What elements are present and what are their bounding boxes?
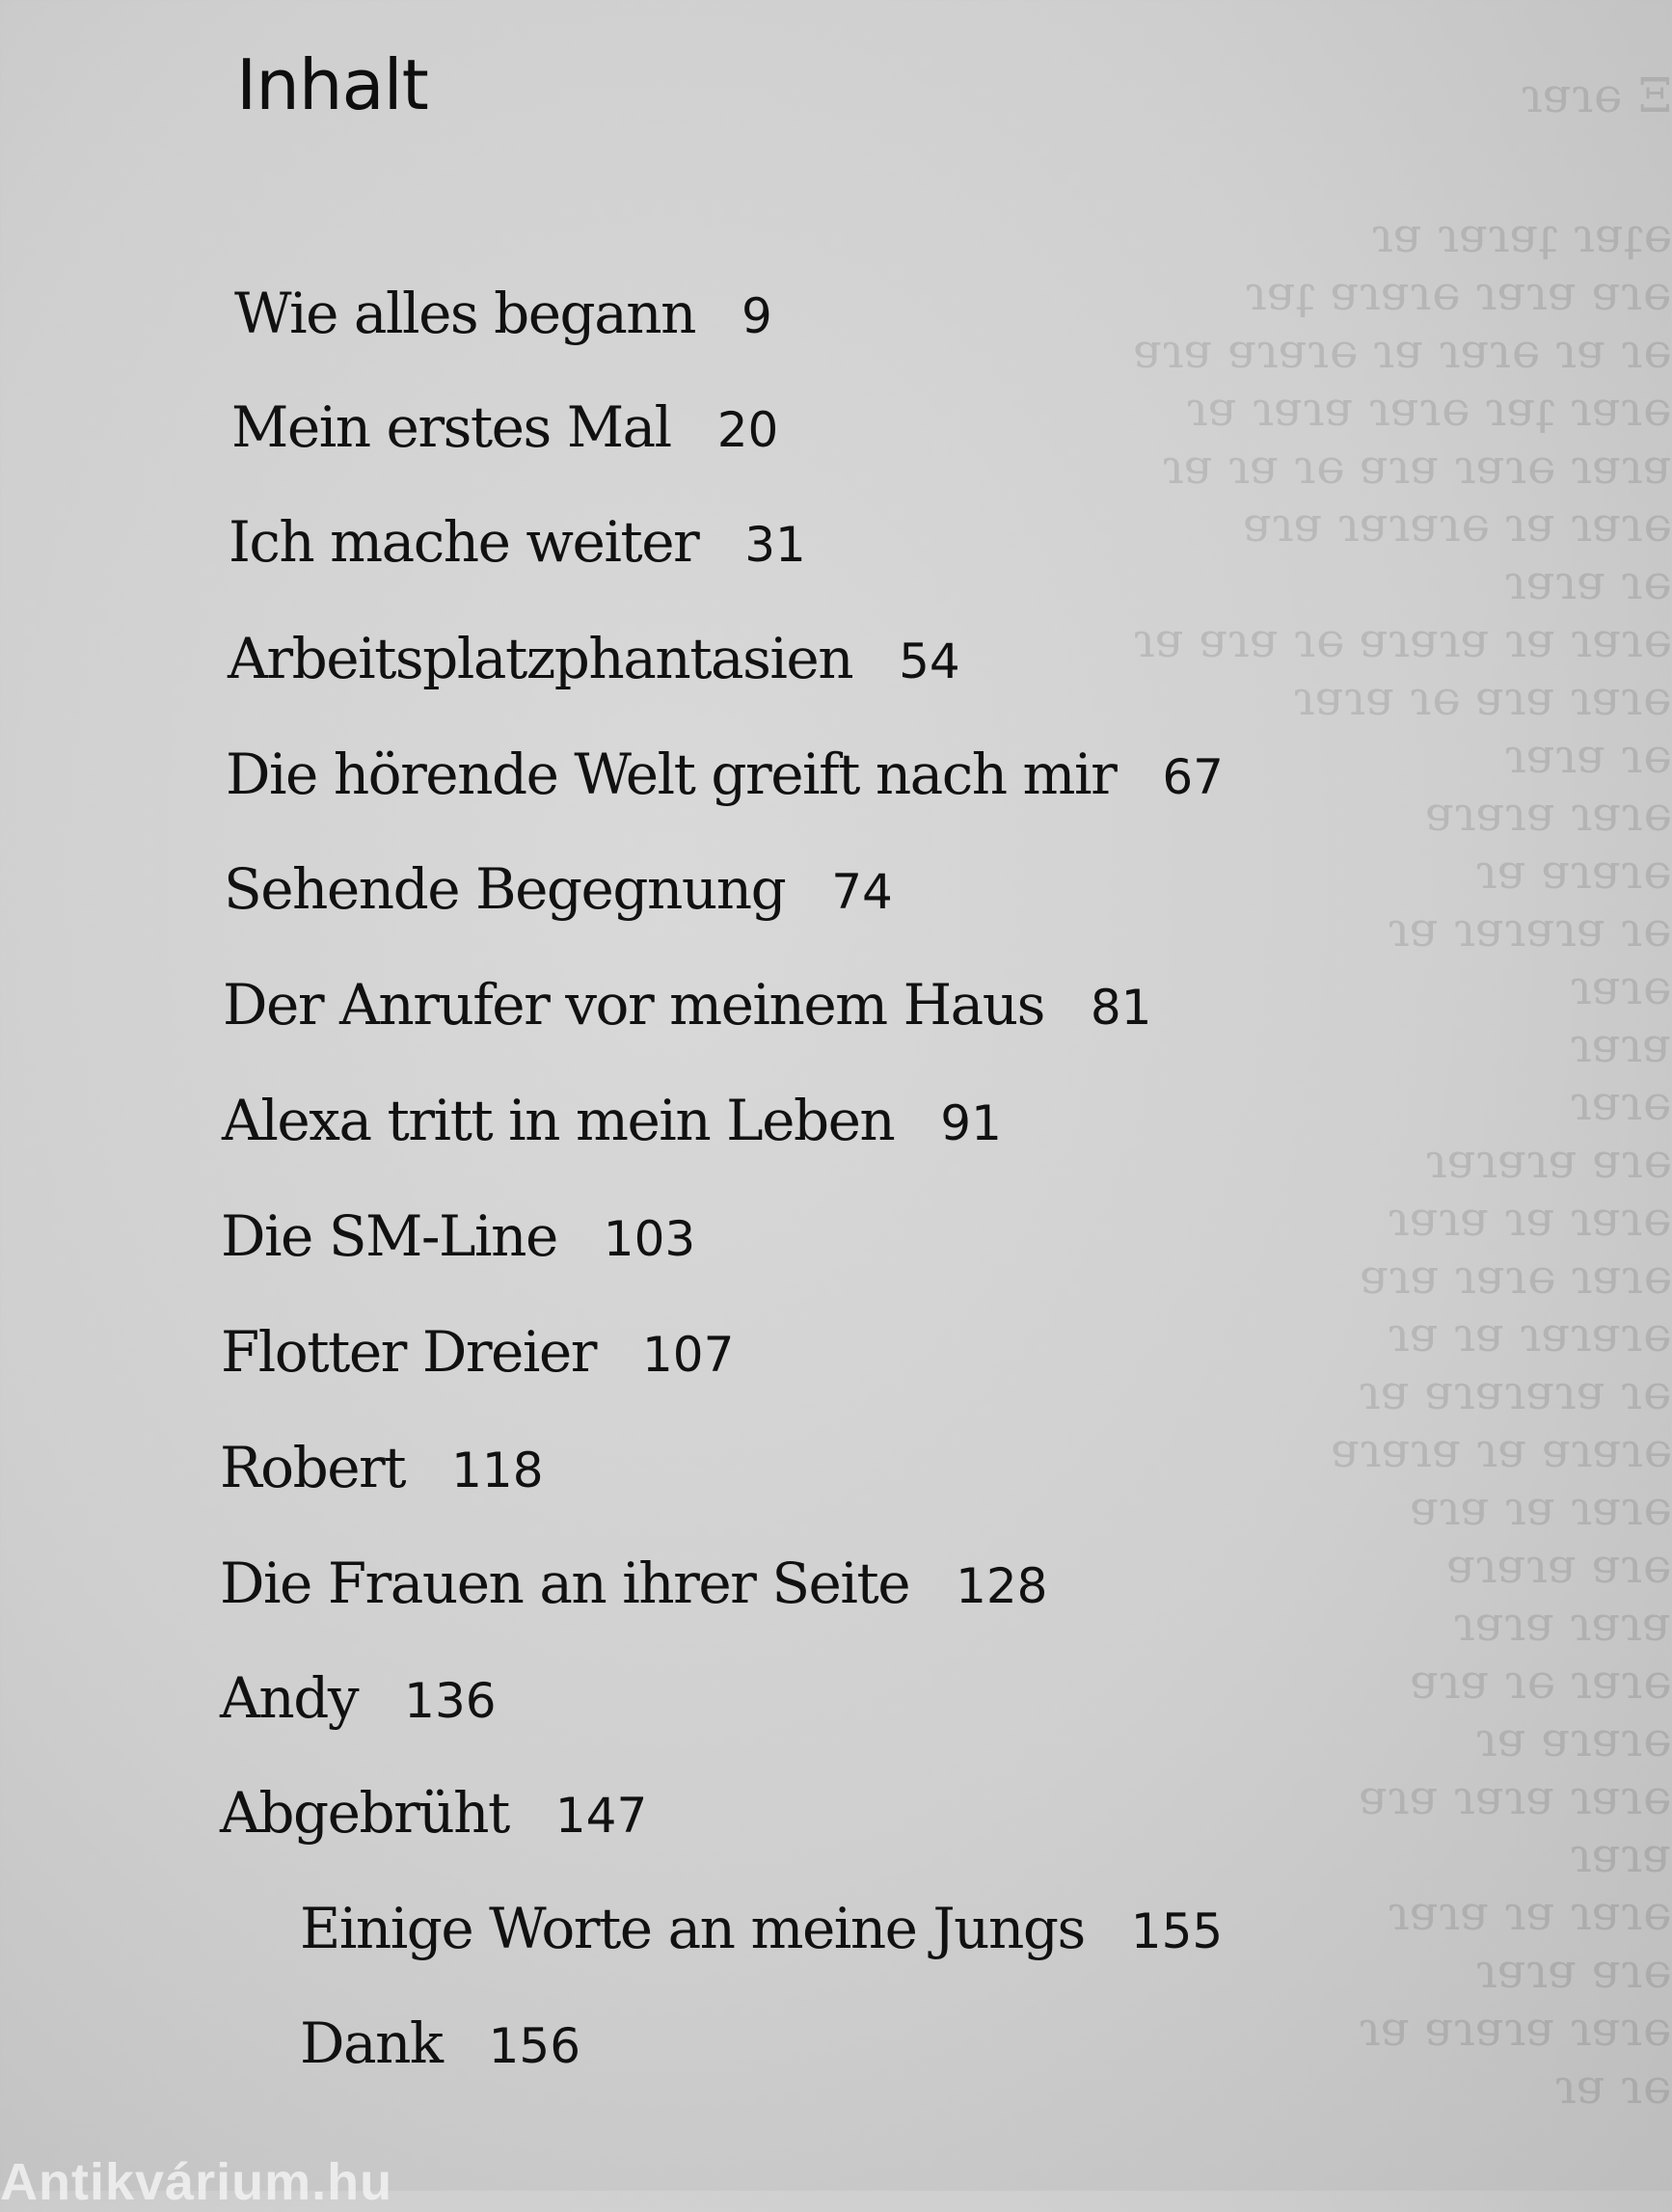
toc-entry-title: Mein erstes Mal [231,394,671,460]
toc-entry-title: Wie alles begann [234,281,695,346]
toc-entry-page: 67 [1162,749,1224,805]
toc-entry-title: Abgebrüht [220,1780,509,1846]
watermark: Antikvárium.hu [0,2153,393,2211]
toc-entry [224,856,893,922]
toc-entry-page: 103 [603,1211,696,1267]
toc-entry [234,281,772,346]
toc-entry-page: 91 [940,1095,1002,1151]
toc-entry-title: Die SM-Line [221,1203,557,1269]
toc-entry [300,2010,581,2076]
toc-entry [220,1665,497,1731]
toc-entry-page: 20 [716,402,779,458]
toc-entry-title: Flotter Dreier [221,1319,596,1385]
toc-entry [231,394,779,460]
toc-entry-page: 156 [488,2018,581,2074]
toc-entry-title: Die hörende Welt greift nach mir [226,742,1117,807]
toc-entry-page: 31 [744,517,806,573]
toc-entry-title: Arbeitsplatzphantasien [228,626,853,691]
toc-entry [221,1203,696,1269]
toc-entry-page: 155 [1130,1903,1224,1959]
toc-entry-page: 136 [404,1673,497,1729]
toc-entry-page: 147 [554,1788,648,1844]
toc-entry [222,1088,1002,1153]
toc-entry-title: Der Anrufer vor meinem Haus [223,972,1044,1038]
toc-entry [221,1319,735,1385]
toc-entry-title: Alexa tritt in mein Leben [222,1088,895,1153]
toc-entry-page: 81 [1090,980,1152,1036]
toc-entry-title: Sehende Begegnung [224,856,786,922]
toc-entry-page: 107 [641,1327,735,1383]
toc-entry-title: Ich mache weiter [229,509,699,575]
toc-entry [220,1435,544,1500]
show-through-text: Ξ ǝɾɐɾ ǝʇɐɾ ʇɐɾɐɾ ɐɾ ǝɾɐ ɐɾɐɾ ǝɾɐɾɐ ʇɐɾ ǝɾ ɐɾ ǝɾɐɾ ɐɾ ǝɾɐɾɐ ɐɾɐ ǝɾɐɾ ʇɐɾ ǝɾɐɾ ɐɾɐɾ ɐɾ ɐɾɐɾ ǝɾɐɾ ɐɾɐ ǝɾ ɐɾ ɐɾ ǝɾɐɾ ɐɾ ǝɾɐɾɐɾ ɐɾɐ ǝɾ ɐɾɐɾ ǝɾɐɾ ɐɾ ɐɾɐɾɐ ǝɾ ɐɾɐ ɐɾ ǝɾɐɾ ɐɾɐ ǝɾ ɐɾɐɾ ǝɾ ɐɾɐɾ ǝɾɐɾ ɐɾɐɾɐ ǝɾɐɾɐ ɐɾ ǝɾ ɐɾɐɾɐɾ ɐɾ ǝɾɐɾ ɐɾɐɾ ǝɾɐɾ ǝɾɐ ɐɾɐɾɐɾ ǝɾɐɾ ɐɾ ɐɾɐɾ ǝɾɐɾ ǝɾɐɾ ɐɾɐ ǝɾɐɾɐɾ ɐɾ ɐɾ ǝɾ ɐɾɐɾɐɾɐ ɐɾ ǝɾɐɾɐ ɐɾ ɐɾɐɾɐ ǝɾɐɾ ɐɾ ɐɾɐ ǝɾɐ ɐɾɐɾɐ ɐɾɐɾ ɐɾɐɾ ǝɾɐɾ ǝɾ ɐɾɐ ǝɾɐɾɐ ɐɾ ǝɾɐɾ ɐɾɐɾ ɐɾɐ ɐɾɐɾ ǝɾɐɾ ɐɾ ɐɾɐɾ ǝɾɐ ɐɾɐɾ ǝɾɐɾ ɐɾɐɾɐ ɐɾ ǝɾ ɐɾ [1133,67,1672,2115]
toc-entry-page: 74 [831,864,893,920]
toc-entry [220,1551,1048,1616]
toc-entry [229,509,806,575]
toc-entry-title: Dank [300,2010,443,2076]
toc-entry [223,972,1152,1038]
toc-entry-page: 118 [451,1443,544,1498]
toc-entry-title: Einige Worte an meine Jungs [300,1896,1085,1961]
toc-entry [220,1780,648,1846]
toc-entry-page: 9 [741,288,772,344]
toc-entry [228,626,960,691]
toc-entry-title: Robert [220,1435,406,1500]
toc-entry-page: 128 [956,1558,1048,1614]
toc-entry [300,1896,1224,1961]
toc-entry-title: Andy [220,1665,359,1731]
toc-entry-page: 54 [899,634,960,689]
toc-entry [226,742,1224,807]
page-title: Inhalt [236,44,428,125]
toc-entry-title: Die Frauen an ihrer Seite [220,1551,910,1616]
